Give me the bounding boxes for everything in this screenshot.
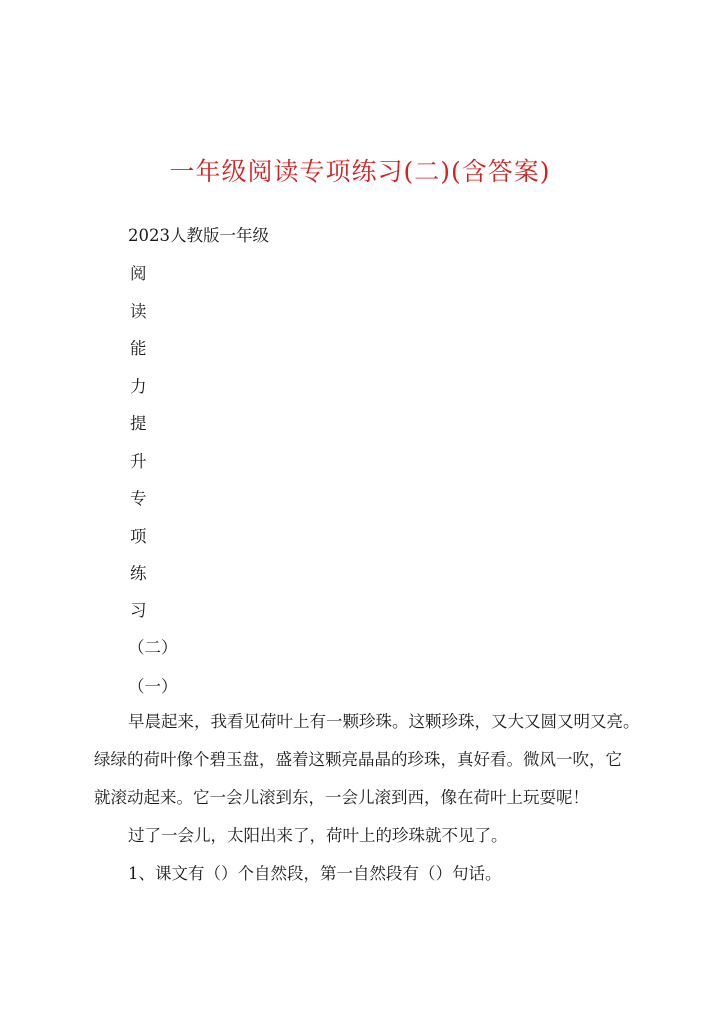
vertical-heading-char: 阅 (130, 264, 147, 283)
section-heading-two: （二） (128, 638, 178, 657)
document-subtitle: 2023人教版一年级 (128, 226, 269, 245)
question-1 (94, 855, 639, 893)
vertical-heading-char: 习 (130, 601, 147, 620)
vertical-heading-char: 练 (130, 564, 147, 583)
passage-line: 绿绿的荷叶像个碧玉盘，盛着这颗亮晶晶的珍珠，真好看。微风一吹，它 (94, 750, 622, 769)
passage-line: 过了一会儿，太阳出来了，荷叶上的珍珠就不见了。 (128, 826, 508, 845)
passage-line: 就滚动起来。它一会儿滚到东，一会儿滚到西，像在荷叶上玩耍呢！ (94, 788, 589, 807)
passage-paragraph-1 (94, 703, 639, 817)
vertical-heading-char: 读 (130, 302, 147, 321)
passage-paragraph-2 (94, 817, 639, 855)
question-text: 1、课文有（）个自然段，第一自然段有（）句话。 (128, 864, 502, 883)
document-title: 一年级阅读专项练习(二)(含答案) (169, 157, 551, 186)
section-heading-one: （一） (128, 677, 178, 696)
vertical-heading-char: 专 (130, 489, 147, 508)
vertical-heading-char: 项 (130, 527, 147, 546)
vertical-heading-char: 能 (130, 339, 147, 358)
vertical-heading-char: 力 (130, 377, 147, 396)
vertical-heading-char: 提 (130, 414, 147, 433)
vertical-heading-char: 升 (130, 452, 147, 471)
passage-line: 早晨起来，我看见荷叶上有一颗珍珠。这颗珍珠，又大又圆又明又亮。 (128, 712, 640, 731)
